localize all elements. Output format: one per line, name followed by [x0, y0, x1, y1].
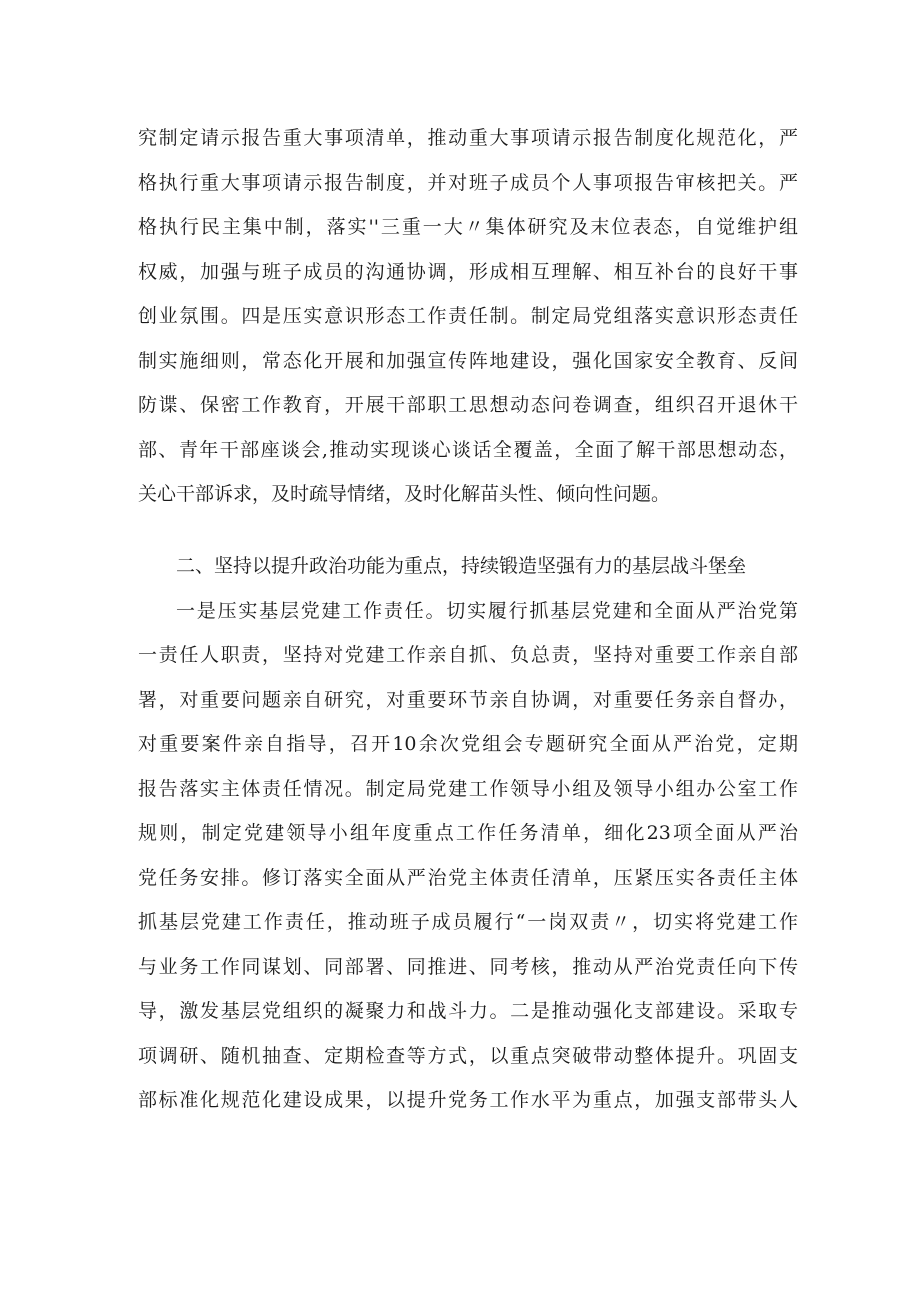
text-line: 格执行重大事项请示报告制度，并对班子成员个人事项报告审核把关。严 — [138, 171, 798, 194]
text-line: 创业氛围。四是压实意识形态工作责任制。制定局党组落实意识形态责任 — [138, 305, 798, 327]
text-line: 究制定请示报告重大事项清单，推动重大事项请示报告制度化规范化，严 — [138, 127, 798, 149]
section-b-heading: 二、坚持以提升政治功能为重点，持续锻造坚强有力的基层战斗堡垒 — [176, 555, 747, 577]
text-line: 报告落实主体责任情况。制定局党建工作领导小组及领导小组办公室工作 — [138, 777, 798, 800]
text-line: 权威，加强与班子成员的沟通协调，形成相互理解、相互补台的良好干事 — [138, 260, 798, 283]
text-line: 项调研、随机抽查、定期检查等方式，以重点突破带动整体提升。巩固支 — [138, 1044, 798, 1067]
text-line: 抓基层党建工作责任，推动班子成员履行“一岗双责〃，切实将党建工作 — [138, 911, 798, 933]
text-line: 与业务工作同谋划、同部署、同推进、同考核，推动从严治党责任向下传 — [138, 955, 798, 978]
text-line: 署，对重要问题亲自研究，对重要环节亲自协调，对重要任务亲自督办， — [138, 688, 798, 711]
text-line: 部标准化规范化建设成果，以提升党务工作水平为重点，加强支部带头人 — [138, 1089, 798, 1111]
text-line-first: 一是压实基层党建工作责任。切实履行抓基层党建和全面从严治党第 — [176, 599, 798, 622]
section-a-paragraph — [138, 116, 798, 517]
text-line: 一责任人职责，坚持对党建工作亲自抓、负总责，坚持对重要工作亲自部 — [138, 644, 798, 666]
text-line: 党任务安排。修订落实全面从严治党主体责任清单，压紧压实各责任主体 — [138, 866, 798, 889]
text-line: 规则，制定党建领导小组年度重点工作任务清单，细化23项全面从严治 — [138, 822, 798, 844]
text-line: 对重要案件亲自指导，召开10余次党组会专题研究全面从严治党，定期 — [138, 733, 798, 755]
text-line: 导，激发基层党组织的凝聚力和战斗力。二是推动强化支部建设。采取专 — [138, 1000, 798, 1022]
section-b — [138, 544, 798, 1123]
text-line: 防谍、保密工作教育，开展干部职工思想动态问卷调查，组织召开退休干 — [138, 394, 798, 416]
text-line-last: 关心干部诉求，及时疏导情绪，及时化解苗头性、倾向性问题。 — [138, 483, 671, 505]
text-line: 格执行民主集中制，落实''三重一大〃集体研究及末位表态，自觉维护组 — [138, 216, 798, 238]
text-line: 制实施细则，常态化开展和加强宣传阵地建设，强化国家安全教育、反间 — [138, 349, 798, 372]
text-line: 部、青年干部座谈会,推动实现谈心谈话全覆盖，全面了解干部思想动态， — [138, 438, 798, 461]
